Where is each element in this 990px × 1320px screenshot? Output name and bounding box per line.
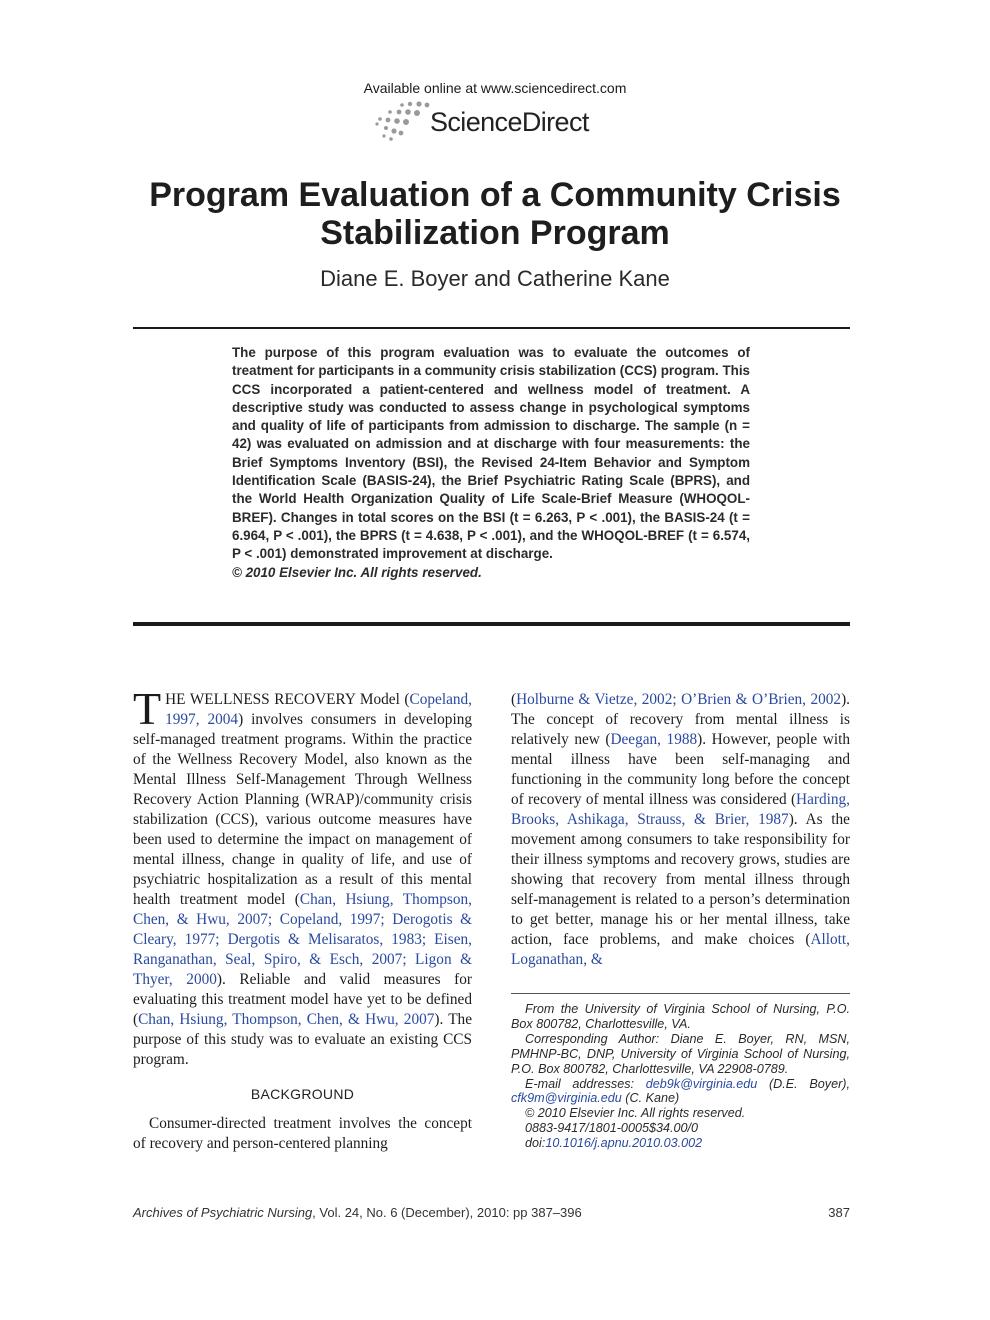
sciencedirect-logo[interactable] xyxy=(374,101,614,145)
citation-link[interactable]: Chan, Hsiung, Thompson, Chen, & Hwu, 2007; Copeland, 1997; Derogotis & Cleary, 1977; Dergotis & Melisaratos, 1983; Eisen, Ranganathan, Seal, Spiro, & Esch, 2007; Ligon & Thyer, 2000 xyxy=(133,891,472,988)
citation-link[interactable]: Deegan, 1988 xyxy=(610,731,698,748)
abstract-text: The purpose of this program evaluation was to evaluate the outcomes of treatment for participants in a community crisis stabilization (CCS) program. This CCS incorporated a patient-centered and wellness model of treatment. A descriptive study was conducted to assess change in psychological symptoms and quality of life of participants from admission to discharge. The sample (n = 42) was evaluated on admission and at discharge with four measurements: the Brief Symptoms Inventory (BSI), the Revised 24-Item Behavior and Symptom Identification Scale (BASIS-24), the Brief Psychiatric Rating Scale (BPRS), and the World Health Organization Quality of Life Scale-Brief Measure (WHOQOL-BREF). Changes in total scores on the BSI (t = 6.263, P < .001), the BASIS-24 (t = 6.964, P < .001), the BPRS (t = 4.638, P < .001), and the WHOQOL-BREF (t = 6.574, P < .001) demonstrated improvement at discharge. xyxy=(232,345,750,562)
email-owner-boyer: (D.E. Boyer), xyxy=(757,1076,850,1091)
title-line-1: Program Evaluation of a Community Crisis xyxy=(149,176,841,214)
body-text: Consumer-directed treatment involves the concept of recovery and person-centered planning xyxy=(133,1115,472,1152)
body-text: ( xyxy=(511,691,517,708)
footnote-emails xyxy=(511,1077,850,1107)
body-column-right xyxy=(511,690,850,970)
footnote-copyright: © 2010 Elsevier Inc. All rights reserved. xyxy=(525,1106,746,1121)
intro-paragraph xyxy=(133,683,472,1070)
article-title xyxy=(100,176,890,252)
abstract-copyright: © 2010 Elsevier Inc. All rights reserved. xyxy=(232,564,482,580)
body-text: ). The purpose of this study was to evaluate an existing CCS program. xyxy=(133,1011,472,1068)
title-line-2: Stabilization Program xyxy=(320,214,670,252)
email-owner-kane: (C. Kane) xyxy=(621,1091,680,1106)
available-online-note: Available online at www.sciencedirect.com xyxy=(363,80,627,96)
abstract xyxy=(232,344,750,582)
drop-cap: T xyxy=(133,683,162,734)
background-paragraph xyxy=(133,1114,472,1154)
footnote-rule xyxy=(511,993,850,994)
body-text: ). However, people with mental illness have been self-managing and functioning in the community long before the concept of recovery of mental illness was considered ( xyxy=(511,731,850,808)
citation-details: , Vol. 24, No. 6 (December), 2010: pp 387–396 xyxy=(312,1205,582,1220)
footnote-doi xyxy=(511,1136,850,1151)
footnote-issn: 0883-9417/1801-0005$34.00/0 xyxy=(525,1121,698,1136)
body-column-left xyxy=(133,683,472,1154)
recovery-paragraph xyxy=(511,690,850,970)
doi-label: doi: xyxy=(525,1136,546,1151)
footnote-corresponding-author: Corresponding Author: Diane E. Boyer, RN, MSN, PMHNP-BC, DNP, University of Virginia School of Nursing, P.O. Box 800782, Charlottesville, VA 22908-0789. xyxy=(511,1031,850,1076)
footnote-affiliation: From the University of Virginia School of Nursing, P.O. Box 800782, Charlottesville, VA. xyxy=(511,1002,850,1031)
journal-name: Archives of Psychiatric Nursing xyxy=(133,1205,313,1220)
email-label: E-mail addresses: xyxy=(525,1076,646,1091)
body-text: ). Reliable and valid measures for evaluating this treatment model have yet to be defined ( xyxy=(133,971,472,1028)
footnote xyxy=(511,1002,850,1151)
body-text: ). As the movement among consumers to take responsibility for their illness symptoms and recovery grows, studies are showing that recovery from mental illness through self-management is related to a person’s determination to get better, manage his or her mental illness, take action, face problems, and make choices ( xyxy=(511,811,850,948)
doi-link[interactable]: 10.1016/j.apnu.2010.03.002 xyxy=(545,1136,703,1151)
body-text: ). The concept of recovery from mental illness is relatively new ( xyxy=(511,691,850,748)
citation-link[interactable]: Holburne & Vietze, 2002; O’Brien & O’Brien, 2002 xyxy=(516,691,842,708)
page-number: 387 xyxy=(828,1205,850,1220)
citation-link[interactable]: Copeland, 1997, 2004 xyxy=(165,691,472,728)
article-authors: Diane E. Boyer and Catherine Kane xyxy=(320,266,670,291)
intro-paragraph-runs xyxy=(133,683,472,1068)
section-heading-background: BACKGROUND xyxy=(250,1086,355,1102)
email-link-boyer[interactable]: deb9k@virginia.edu xyxy=(645,1076,758,1091)
sciencedirect-wordmark: ScienceDirect xyxy=(430,107,589,137)
citation-link[interactable]: Chan, Hsiung, Thompson, Chen, & Hwu, 2007 xyxy=(138,1011,435,1028)
body-text: ) involves consumers in developing self-managed treatment programs. Within the practice of the Wellness Recovery Model, also known as the Mental Illness Self-Management Through Wellness Recovery Action Planning (WRAP)/community crisis stabilization (CCS), various outcome measures have been used to determine the impact on management of mental illness, change in quality of life, and use of psychiatric hospitalization as a result of this mental health treatment model ( xyxy=(133,711,472,908)
email-link-kane[interactable]: cfk9m@virginia.edu xyxy=(511,1091,622,1106)
abstract-bottom-rule xyxy=(133,622,850,626)
journal-citation xyxy=(133,1205,582,1220)
body-text: HE WELLNESS RECOVERY Model ( xyxy=(165,691,410,708)
citation-link[interactable]: Allott, Loganathan, & xyxy=(511,931,850,968)
abstract-top-rule xyxy=(133,327,850,329)
citation-link[interactable]: Harding, Brooks, Ashikaga, Strauss, & Brier, 1987 xyxy=(511,791,850,828)
sciencedirect-dots-icon xyxy=(374,101,430,145)
